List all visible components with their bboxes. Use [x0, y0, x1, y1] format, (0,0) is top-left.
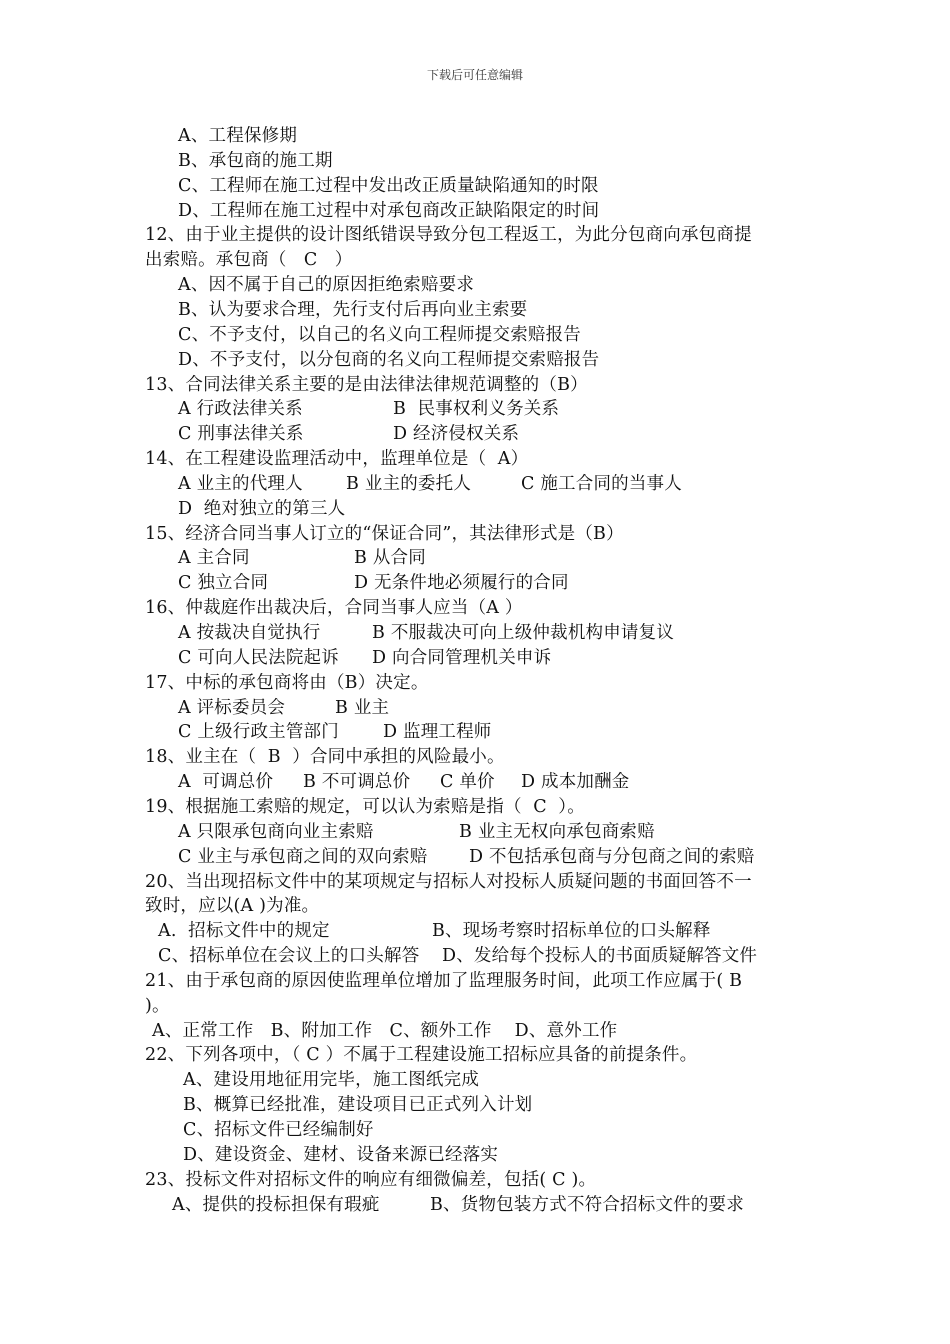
option-text: A 主合同: [178, 548, 250, 569]
text-line: D、不予支付，以分包商的名义向工程师提交索赔报告: [178, 349, 600, 370]
text-line: 13、合同法律关系主要的是由法律法律规范调整的（B）: [145, 374, 588, 395]
option-text: A 业主的代理人: [178, 473, 303, 494]
option-text: B 从合同: [354, 548, 426, 569]
option-text: D 监理工程师: [383, 722, 492, 743]
option-text: A 评标委员会: [178, 697, 286, 718]
option-text: D 向合同管理机关申诉: [372, 647, 552, 668]
option-text: C 刑事法律关系: [178, 424, 304, 445]
text-line: 16、仲裁庭作出裁决后，合同当事人应当（A ）: [145, 598, 523, 619]
option-text: B、货物包装方式不符合招标文件的要求: [430, 1194, 744, 1215]
text-line: A、建设用地征用完毕，施工图纸完成: [183, 1070, 480, 1091]
option-text: B 业主的委托人: [346, 473, 472, 494]
text-line: 致时，应以(A )为准。: [145, 896, 320, 917]
text-line: D、工程师在施工过程中对承包商改正缺陷限定的时间: [178, 200, 600, 221]
option-text: C、招标单位在会议上的口头解答: [158, 946, 420, 967]
option-text: B 业主: [335, 697, 390, 718]
text-line: 20、当出现招标文件中的某项规定与招标人对投标人质疑问题的书面回答不一: [145, 871, 752, 892]
text-line: B、概算已经批准，建设项目已正式列入计划: [183, 1095, 533, 1116]
text-line: 23、投标文件对招标文件的响应有细微偏差，包括( C )。: [145, 1169, 597, 1190]
page-header: 下载后可任意编辑: [426, 68, 523, 82]
text-line: 14、在工程建设监理活动中，监理单位是（ A）: [145, 449, 529, 470]
option-text: C 施工合同的当事人: [521, 473, 682, 494]
option-text: B 不可调总价: [303, 772, 411, 793]
option-text: A、提供的投标担保有瑕疵: [172, 1194, 380, 1215]
option-text: B 业主无权向承包商索赔: [459, 821, 655, 842]
text-line: 18、业主在（ B ）合同中承担的风险最小。: [145, 747, 505, 768]
option-text: C 上级行政主管部门: [178, 722, 339, 743]
option-text: A 行政法律关系: [178, 399, 303, 420]
option-text: B 民事权利义务关系: [393, 399, 560, 420]
text-line: C、工程师在施工过程中发出改正质量缺陷通知的时限: [178, 175, 599, 196]
text-line: C、招标文件已经编制好: [183, 1120, 374, 1140]
text-line: A、工程保修期: [178, 126, 298, 146]
text-line: A、正常工作 B、附加工作 C、额外工作 D、意外工作: [152, 1020, 618, 1041]
option-text: C 独立合同: [178, 573, 269, 594]
text-line: B、承包商的施工期: [178, 150, 333, 171]
option-text: A. 招标文件中的规定: [158, 921, 330, 942]
option-text: C 业主与承包商之间的双向索赔: [178, 846, 428, 867]
text-line: 17、中标的承包商将由（B）决定。: [145, 672, 429, 693]
option-text: A 只限承包商向业主索赔: [178, 821, 374, 842]
option-text: B 不服裁决可向上级仲裁机构申请复议: [372, 623, 675, 643]
text-line: 出索赔。承包商（ C ）: [145, 250, 353, 271]
option-text: A 按裁决自觉执行: [178, 623, 321, 643]
text-line: 21、由于承包商的原因使监理单位增加了监理服务时间，此项工作应属于( B: [145, 970, 743, 991]
option-text: D 无条件地必须履行的合同: [354, 573, 569, 594]
text-line: 19、根据施工索赔的规定，可以认为索赔是指（ C ）。: [145, 796, 585, 817]
option-text: D 不包括承包商与分包商之间的索赔: [469, 846, 755, 867]
text-line: 15、经济合同当事人订立的“保证合同”，其法律形式是（B）: [145, 523, 624, 544]
option-text: C 可向人民法院起诉: [178, 647, 339, 668]
text-line: D 绝对独立的第三人: [178, 498, 346, 519]
text-line: C、不予支付，以自己的名义向工程师提交索赔报告: [178, 324, 581, 345]
text-line: 22、下列各项中，（ C ）不属于工程建设施工招标应具备的前提条件。: [145, 1045, 698, 1066]
option-text: B、现场考察时招标单位的口头解释: [432, 921, 711, 942]
option-text: D、发给每个投标人的书面质疑解答文件: [442, 946, 758, 967]
option-text: D 经济侵权关系: [393, 424, 520, 445]
text-line: A、因不属于自己的原因拒绝索赔要求: [178, 275, 475, 296]
text-line: B、认为要求合理，先行支付后再向业主索要: [178, 299, 528, 320]
text-line: )。: [145, 995, 170, 1016]
text-line: 12、由于业主提供的设计图纸错误导致分包工程返工，为此分包商向承包商提: [145, 225, 752, 246]
option-text: C 单价: [440, 772, 495, 793]
option-text: D 成本加酬金: [521, 772, 630, 793]
text-line: D、建设资金、建材、设备来源已经落实: [183, 1144, 499, 1165]
option-text: A 可调总价: [178, 772, 274, 793]
